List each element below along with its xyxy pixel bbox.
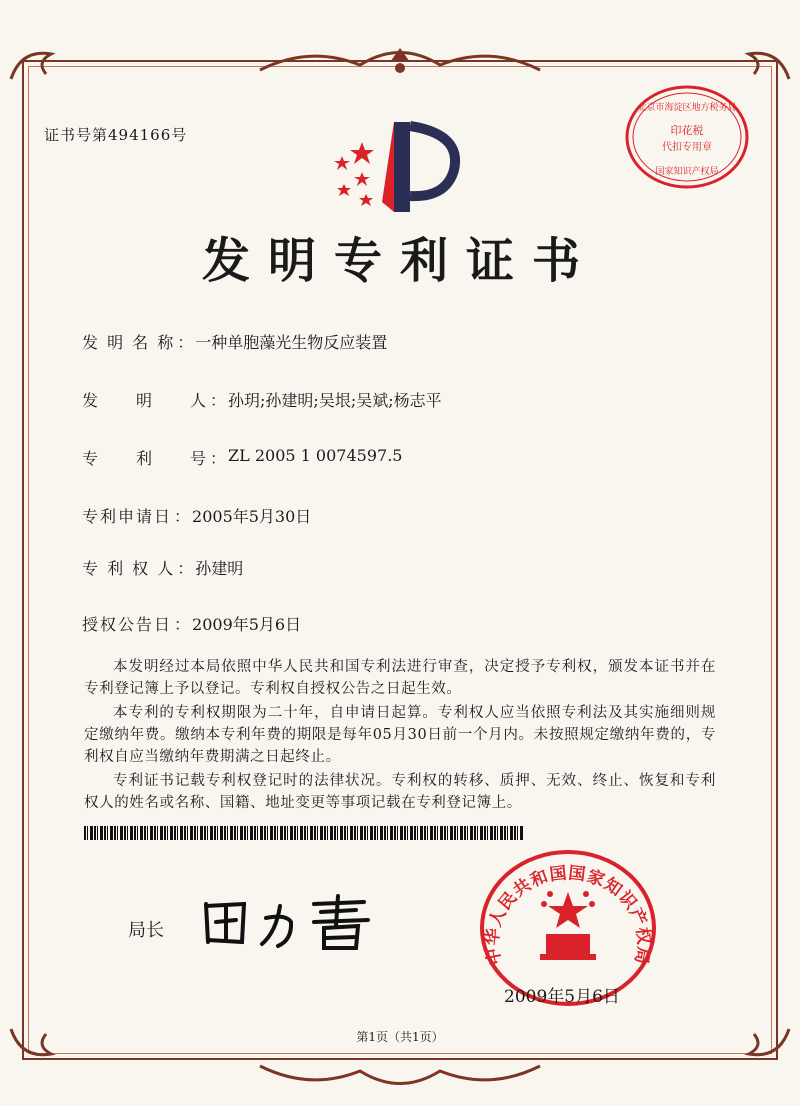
field-value: ZL 2005 1 0074597.5 [228,446,403,465]
field-value: 2009年5月6日 [192,615,302,634]
corner-ornament-icon [6,44,66,84]
issue-date: 2009年5月6日 [504,987,620,1007]
field-label: 发 明 名 称 [82,333,176,352]
tax-seal-icon [622,82,752,192]
bottom-ornament-icon [250,1056,550,1096]
field-patentee [82,556,243,579]
official-seal-text: 中华人民共和国国家知识产权局 [482,863,654,967]
director-label: 局长 [128,920,164,941]
field-label: 授权公告日 [82,615,173,634]
field-label: 发 明 人 [82,391,209,410]
field-label: 专利申请日 [82,507,173,526]
field-label: 专 利 号 [82,449,209,468]
field-inventors [82,388,442,411]
field-value: 一种单胞藻光生物反应装置 [195,333,388,352]
tax-seal-middle-text: 印花税 [670,124,704,137]
director-signature [196,892,386,952]
corner-ornament-icon [734,44,794,84]
field-value: 孙玥;孙建明;吴垠;吴斌;杨志平 [228,391,442,410]
field-separator: ： [174,615,191,634]
field-separator: ： [177,333,194,352]
barcode [84,826,524,840]
tax-seal-bottom-text: 国家知识产权局 [655,167,719,177]
field-invention-name [82,330,387,353]
field-patent-number [82,446,402,469]
page-title: 发明专利证书 [201,233,598,289]
field-label: 专 利 权 人 [82,559,176,578]
field-value: 2005年5月30日 [192,507,312,526]
certificate-number: 证书号第494166号 [44,126,188,144]
body-paragraph: 本专利的专利权期限为二十年，自申请日起算。专利权人应当依照专利法及其实施细则规定缴纳年费。缴纳本专利年费的期限是每年05月30日前一个月内。未按照规定缴纳年费的，专利权自应当缴纳年费期满之日起终止。 [84,705,716,765]
body-paragraph: 专利证书记载专利权登记时的法律状况。专利权的转移、质押、无效、终止、恢复和专利权人的姓名或名称、国籍、地址变更等事项记载在专利登记簿上。 [84,773,716,811]
field-separator: ： [210,449,227,468]
tax-seal-top-text: 北京市海淀区地方税务局 [637,103,737,113]
field-grant-date [82,612,301,635]
field-application-date [82,504,311,527]
certificate-body [84,656,716,816]
field-separator: ： [174,507,191,526]
page-number: 第1页（共1页） [356,1030,444,1044]
tax-seal-middle-text2: 代扣专用章 [662,142,712,153]
patent-office-logo-icon [322,112,472,222]
top-ornament-icon [250,40,550,80]
field-separator: ： [177,559,194,578]
field-value: 孙建明 [195,559,244,578]
field-separator: ： [210,391,227,410]
body-paragraph: 本发明经过本局依照中华人民共和国专利法进行审查，决定授予专利权，颁发本证书并在专利登记簿上予以登记。专利权自授权公告之日起生效。 [84,659,716,697]
